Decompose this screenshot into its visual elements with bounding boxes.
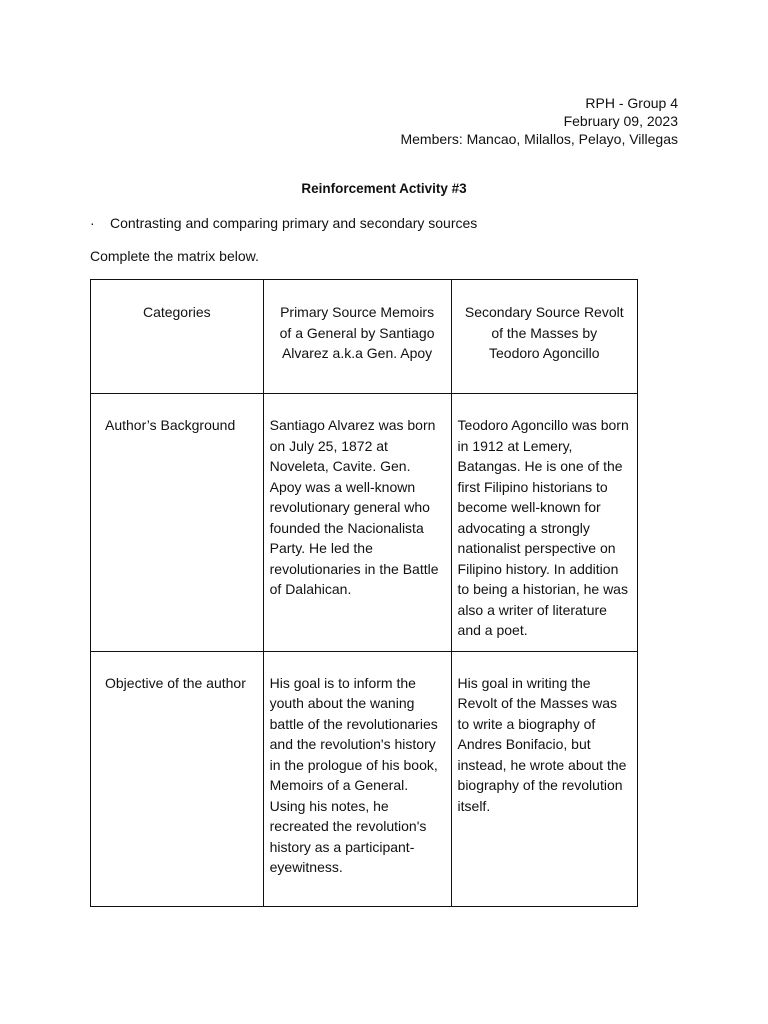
- header-primary-line: Primary Source Memoirs: [280, 304, 435, 320]
- category-cell: Author’s Background: [91, 394, 264, 652]
- comparison-matrix: [90, 279, 638, 907]
- primary-cell: His goal is to inform the youth about the waning battle of the revolutionaries and the revolution's history in the prologue of his book, Memoirs of a General. Using his notes, he recreated the revolution's history as a participant-eyewitness.: [263, 651, 451, 906]
- header-cell-secondary: [451, 280, 637, 394]
- header-cell-primary: [263, 280, 451, 394]
- header-primary-line: Alvarez a.k.a Gen. Apoy: [281, 345, 433, 361]
- header-secondary-text: [452, 302, 637, 364]
- secondary-cell: His goal in writing the Revolt of the Masses was to write a biography of Andres Bonifacio, but instead, he wrote about the biography of the revolution itself.: [451, 651, 637, 906]
- header-secondary-line: of the Masses by: [491, 324, 598, 341]
- document-header: [400, 94, 678, 148]
- page-title: Reinforcement Activity #3: [301, 181, 467, 196]
- instruction-text: Complete the matrix below.: [90, 248, 259, 264]
- header-primary-line: of a General by Santiago: [279, 324, 435, 341]
- table-row: [91, 651, 638, 906]
- date-label: February 09, 2023: [563, 113, 678, 129]
- secondary-cell: Teodoro Agoncillo was born in 1912 at Lemery, Batangas. He is one of the first Filipino historians to become well-known for advocating a strongly nationalist perspective on Filipino history. In addition to being a historian, he was also a writer of literature and a poet.: [451, 394, 637, 652]
- header-cell-categories: [91, 280, 264, 394]
- primary-cell: Santiago Alvarez was born on July 25, 1872 at Noveleta, Cavite. Gen. Apoy was a well-known revolutionary general who founded the Nacionalista Party. He led the revolutionaries in the Battle of Dalahican.: [263, 394, 451, 652]
- header-primary-text: [264, 302, 451, 364]
- group-label: RPH - Group 4: [585, 95, 678, 111]
- category-cell: Objective of the author: [91, 651, 264, 906]
- bullet-text: Contrasting and comparing primary and secondary sources: [110, 215, 478, 231]
- header-secondary-line: Secondary Source Revolt: [464, 304, 624, 320]
- header-categories-text: Categories: [142, 304, 211, 320]
- bullet-marker: ·: [90, 215, 95, 231]
- header-secondary-line: Teodoro Agoncillo: [489, 345, 600, 361]
- matrix-header-row: [91, 280, 638, 394]
- table-row: [91, 394, 638, 652]
- members-label: Members: Mancao, Milallos, Pelayo, Villegas: [400, 131, 678, 147]
- bullet-item: [90, 214, 477, 232]
